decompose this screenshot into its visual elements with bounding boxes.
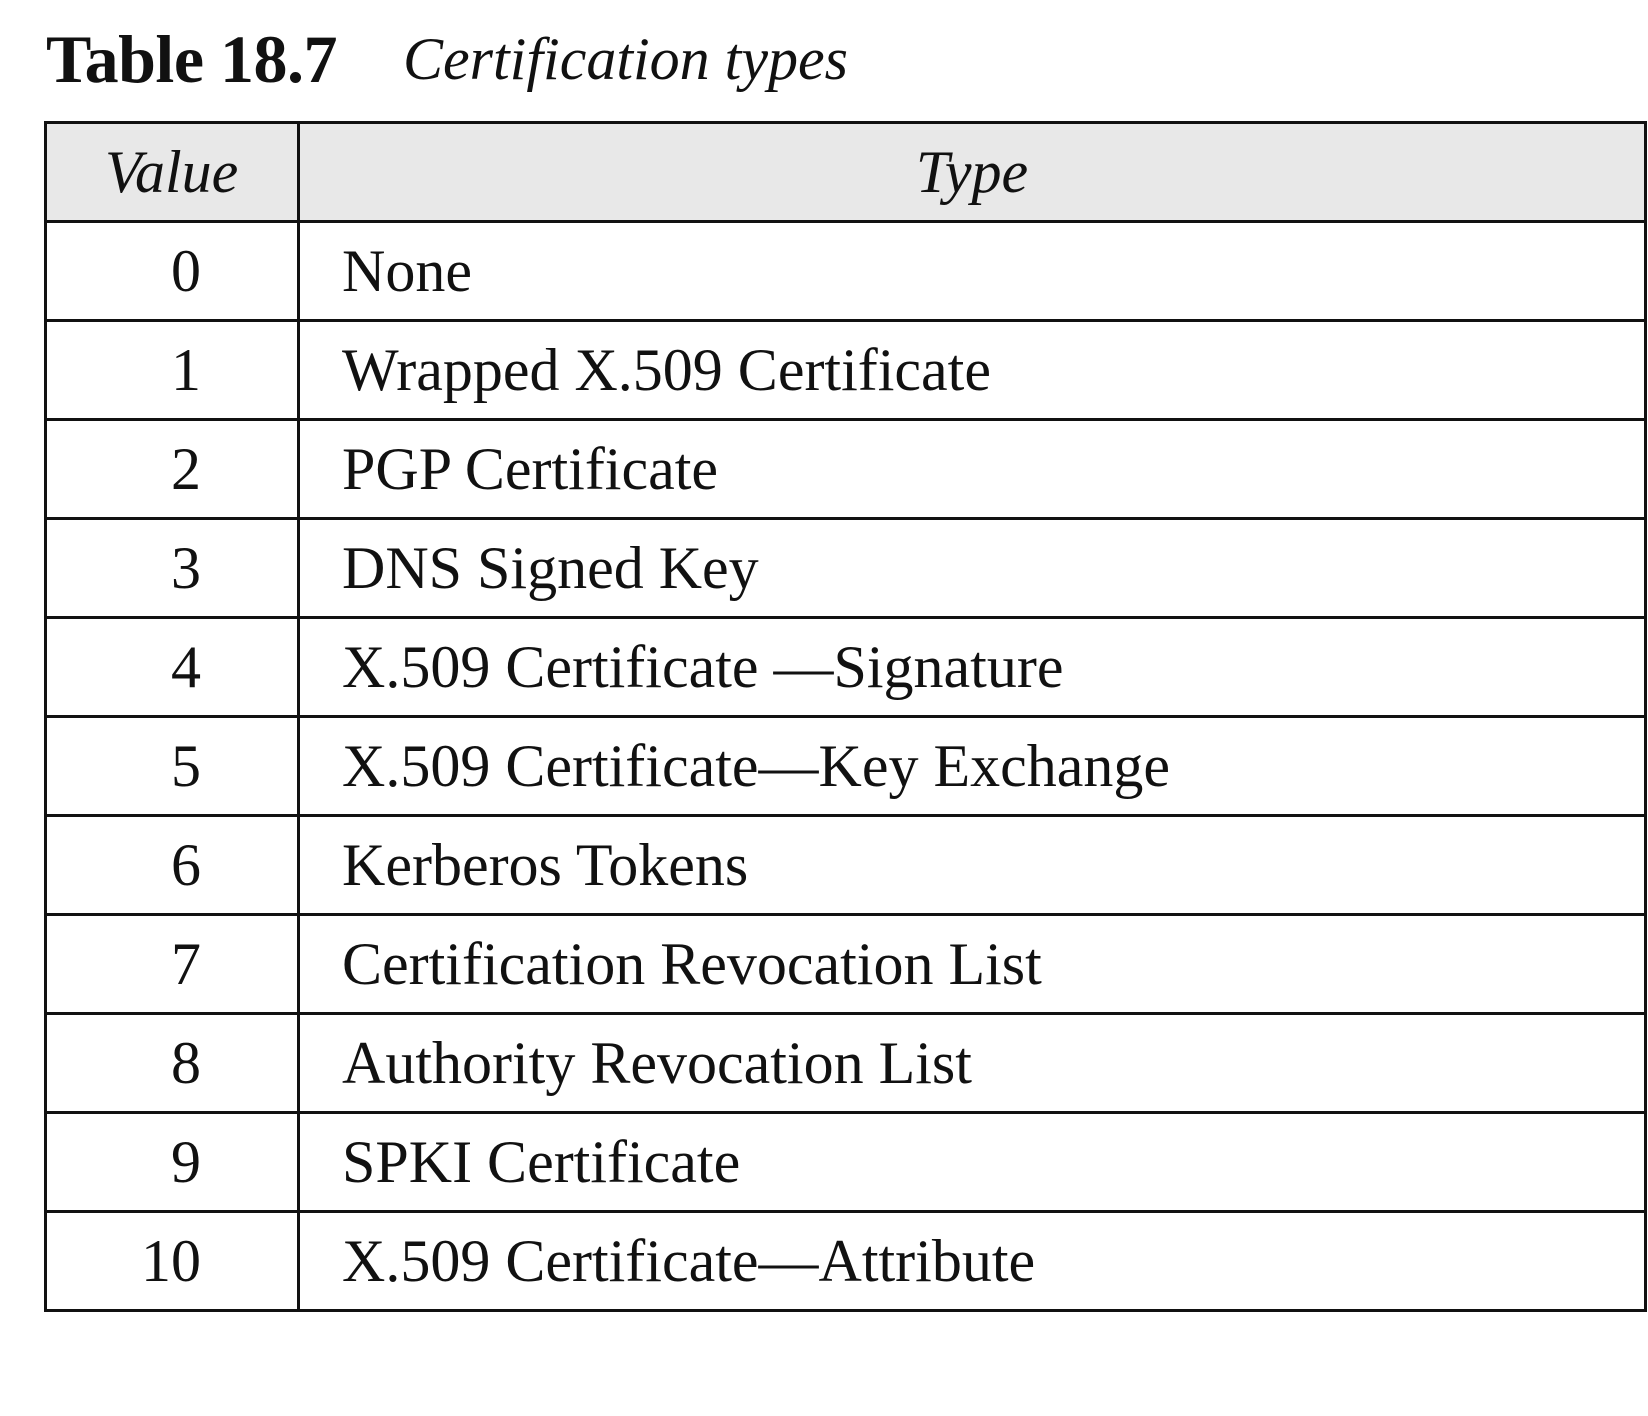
cell-type: SPKI Certificate — [299, 1113, 1646, 1212]
table-row — [46, 1212, 1646, 1311]
cell-type: Wrapped X.509 Certificate — [299, 321, 1646, 420]
cell-value: 3 — [46, 519, 299, 618]
table-row — [46, 321, 1646, 420]
cell-type: X.509 Certificate —Signature — [299, 618, 1646, 717]
cell-value: 2 — [46, 420, 299, 519]
table-number: Table 18.7 — [46, 20, 338, 97]
cell-type: None — [299, 222, 1646, 321]
cell-type: Certification Revocation List — [299, 915, 1646, 1014]
table-title: Certification types — [403, 25, 848, 92]
cell-type: PGP Certificate — [299, 420, 1646, 519]
certification-types-table — [44, 121, 1647, 1312]
table-row — [46, 816, 1646, 915]
table-row — [46, 1014, 1646, 1113]
cell-value: 7 — [46, 915, 299, 1014]
cell-value: 1 — [46, 321, 299, 420]
cell-value: 8 — [46, 1014, 299, 1113]
cell-value: 5 — [46, 717, 299, 816]
cell-type: Authority Revocation List — [299, 1014, 1646, 1113]
table-row — [46, 717, 1646, 816]
table-row — [46, 1113, 1646, 1212]
cell-type: X.509 Certificate—Attribute — [299, 1212, 1646, 1311]
cell-type: X.509 Certificate—Key Exchange — [299, 717, 1646, 816]
table-row — [46, 915, 1646, 1014]
cell-type: Kerberos Tokens — [299, 816, 1646, 915]
cell-value: 6 — [46, 816, 299, 915]
table-header-row — [46, 123, 1646, 222]
table-caption — [46, 14, 848, 104]
table-row — [46, 519, 1646, 618]
cell-value: 9 — [46, 1113, 299, 1212]
cell-type: DNS Signed Key — [299, 519, 1646, 618]
table-row — [46, 420, 1646, 519]
cell-value: 0 — [46, 222, 299, 321]
cell-value: 4 — [46, 618, 299, 717]
column-header-value: Value — [46, 123, 299, 222]
table-row — [46, 618, 1646, 717]
cell-value: 10 — [46, 1212, 299, 1311]
table-row — [46, 222, 1646, 321]
column-header-type: Type — [299, 123, 1646, 222]
